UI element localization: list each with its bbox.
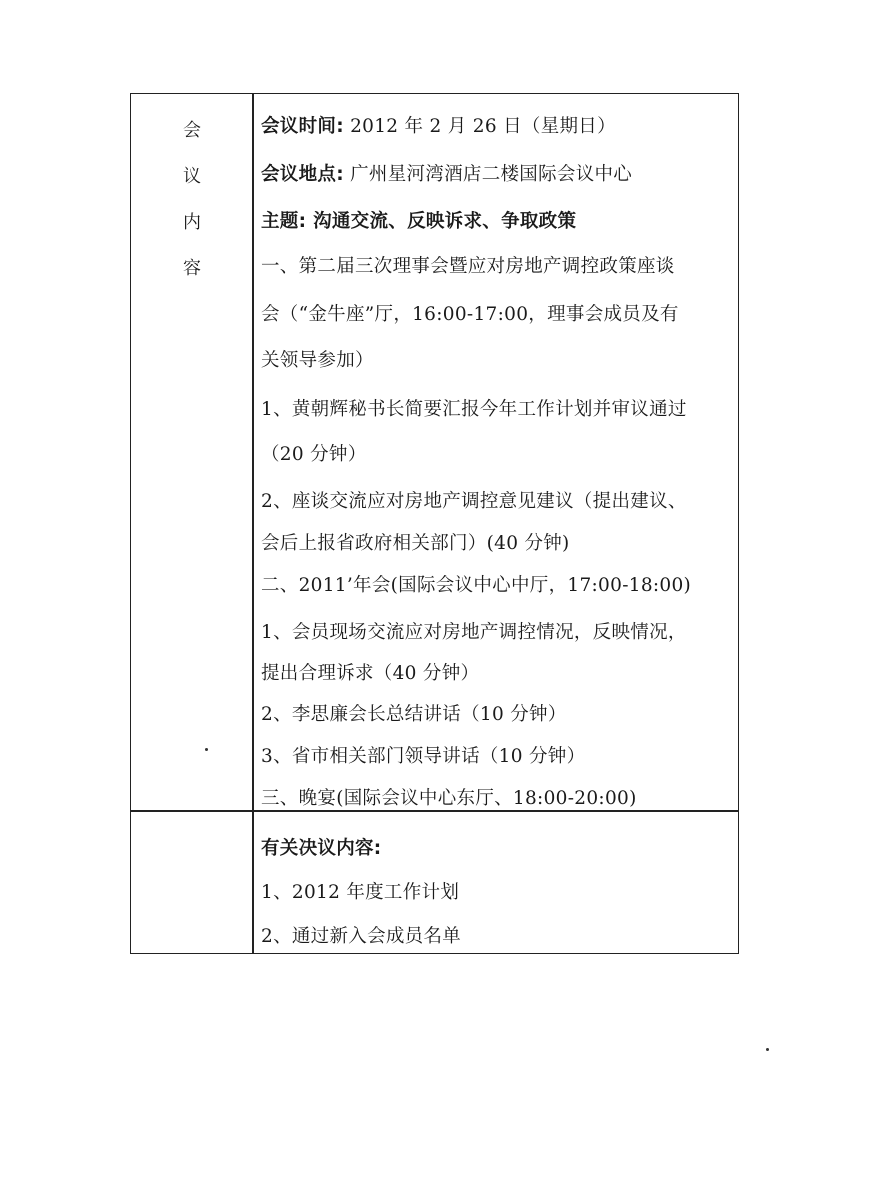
agenda-line: 会后上报省政府相关部门）(40 分钟) xyxy=(261,533,570,554)
scan-speck xyxy=(205,748,208,751)
row-divider xyxy=(131,810,738,812)
agenda-line: 1、黄朝辉秘书长简要汇报今年工作计划并审议通过 xyxy=(261,399,687,420)
agenda-line: 2、李思廉会长总结讲话（10 分钟） xyxy=(261,704,567,725)
agenda-line: 三、晚宴(国际会议中心东厅、18:00-20:00) xyxy=(261,788,637,809)
agenda-line: 二、2011’年会(国际会议中心中厅，17:00-18:00) xyxy=(261,575,692,596)
agenda-line: 关领导参加） xyxy=(261,350,374,371)
agenda-line: 1、会员现场交流应对房地产调控情况，反映情况， xyxy=(261,622,687,643)
meeting-time-label: 会议时间: xyxy=(261,116,344,137)
meeting-time-value: 2012 年 2 月 26 日（星期日） xyxy=(350,116,616,137)
column-divider xyxy=(252,94,254,953)
agenda-line: 2、座谈交流应对房地产调控意见建议（提出建议、 xyxy=(261,491,687,512)
resolution-item: 2、通过新入会成员名单 xyxy=(261,926,462,947)
agenda-line: 提出合理诉求（40 分钟） xyxy=(261,663,480,684)
side-label-char: 议 xyxy=(183,166,201,187)
side-label-char: 会 xyxy=(183,120,201,141)
scan-speck xyxy=(766,1048,769,1051)
meeting-theme-value: 沟通交流、反映诉求、争取政策 xyxy=(313,211,577,232)
meeting-time xyxy=(261,112,616,138)
agenda-line: 3、省市相关部门领导讲话（10 分钟） xyxy=(261,746,586,767)
meeting-place-label: 会议地点: xyxy=(261,164,344,185)
meeting-theme xyxy=(261,207,576,233)
agenda-line: 会（“金牛座”厅，16:00-17:00，理事会成员及有 xyxy=(261,304,679,325)
agenda-line: 一、第二届三次理事会暨应对房地产调控政策座谈 xyxy=(261,256,675,277)
side-label-char: 容 xyxy=(183,258,201,279)
meeting-table xyxy=(130,93,739,954)
meeting-place xyxy=(261,160,632,186)
side-label-char: 内 xyxy=(183,212,201,233)
agenda-line: （20 分钟） xyxy=(261,444,367,465)
resolution-item: 1、2012 年度工作计划 xyxy=(261,882,460,903)
meeting-place-value: 广州星河湾酒店二楼国际会议中心 xyxy=(350,164,633,185)
meeting-theme-label: 主题: xyxy=(261,211,307,232)
side-label xyxy=(179,108,205,292)
resolutions-heading: 有关决议内容: xyxy=(261,838,382,859)
